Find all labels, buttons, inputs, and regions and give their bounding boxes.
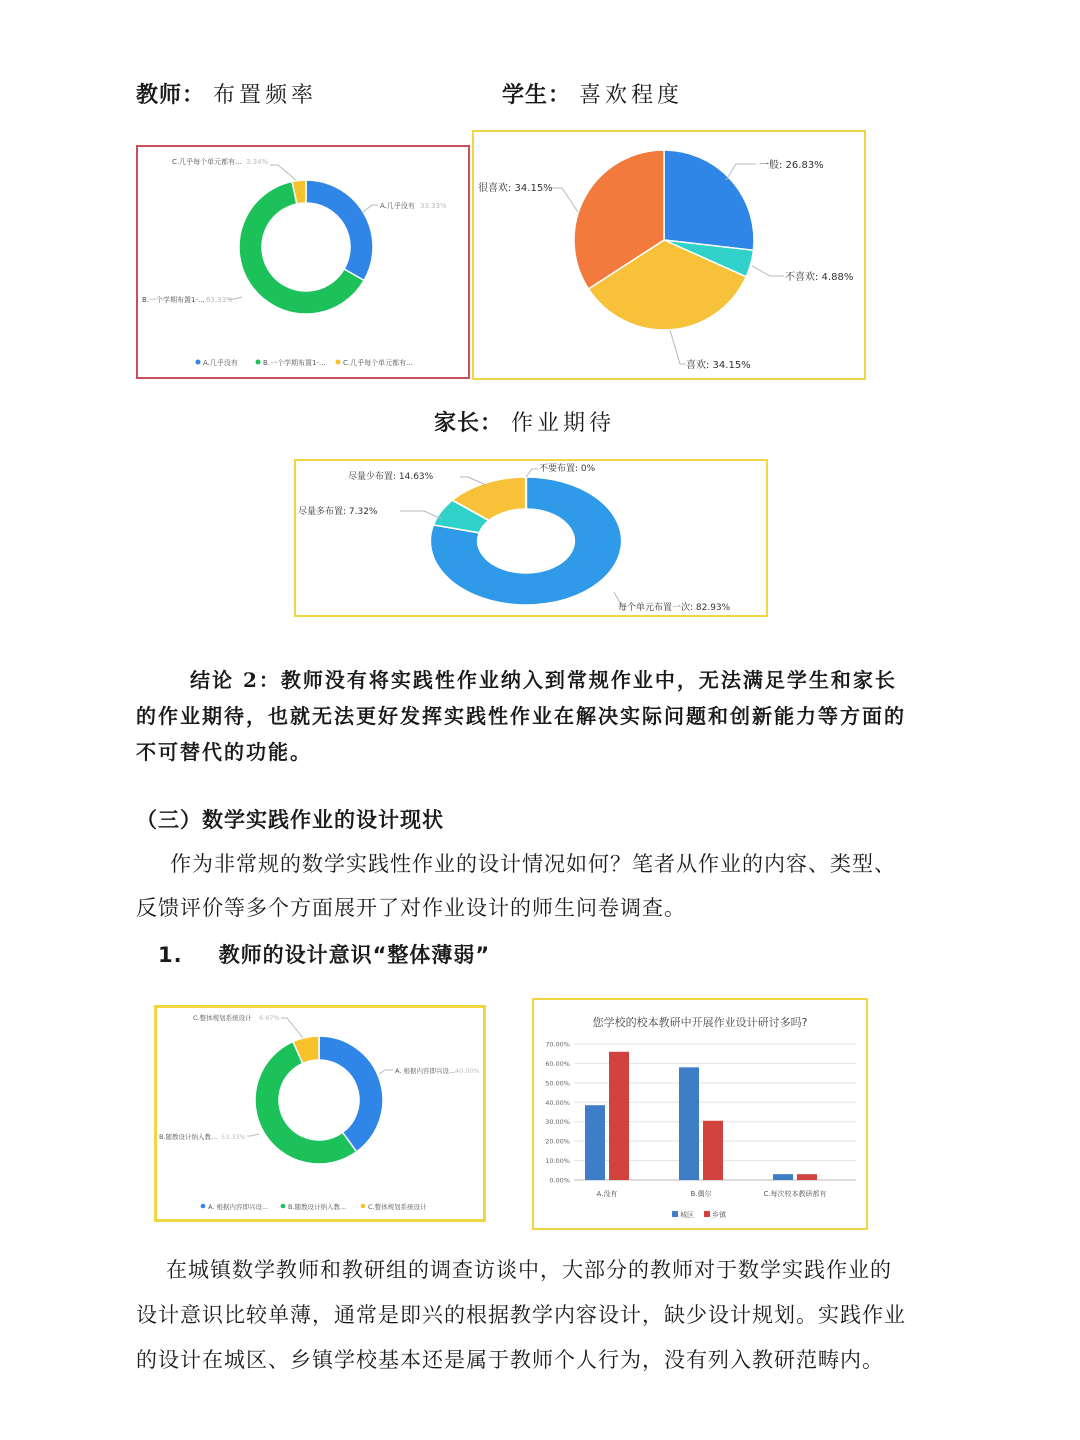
teacher-frequency-chart-panel: [136, 145, 470, 379]
conclusion-label: 结论 2：: [190, 668, 281, 692]
x-tick-label: B.偶尔: [690, 1190, 712, 1198]
callout-line-c: [281, 1018, 303, 1038]
final-line-1: 在城镇数学教师和教研组的调查访谈中，大部分的教师对于数学实践作业的: [166, 1258, 892, 1282]
school-research-bar-chart: [534, 1000, 866, 1228]
legend-label-1: 城区: [680, 1211, 694, 1219]
student-preference-slice-1: [664, 150, 754, 250]
paragraph-line-2: 反馈评价等多个方面展开了对作业设计的师生问卷调查。: [136, 896, 686, 920]
callout-pct-c: 6.67%: [259, 1014, 280, 1022]
legend-marker-1: [201, 1204, 206, 1209]
heading-sub: 作业期待: [511, 411, 616, 436]
heading-sub: 喜欢程度: [579, 83, 684, 108]
y-tick-label: 40.00%: [545, 1098, 570, 1107]
callout-label-b: B.随教设计纳入教...: [159, 1133, 218, 1141]
section-paragraph: [136, 846, 936, 926]
paragraph-line-1: 作为非常规的数学实践性作业的设计情况如何？笔者从作业的内容、类型、: [170, 852, 896, 876]
y-tick-label: 10.00%: [545, 1157, 570, 1166]
bar-urban-3: [773, 1174, 793, 1180]
teacher-chart-heading: [136, 78, 317, 109]
section-title: （三）数学实践作业的设计现状: [136, 808, 444, 832]
heading-sub: 布置频率: [213, 83, 318, 108]
conclusion-block: [136, 662, 936, 770]
parent-expectation-chart-panel: [294, 459, 768, 617]
legend-marker-2: [281, 1204, 286, 1209]
teacher-frequency-donut-chart: [138, 147, 468, 377]
school-research-chart-panel: [532, 998, 868, 1230]
legend-label-2: 乡镇: [712, 1211, 726, 1219]
heading-label: 学生：: [502, 82, 572, 108]
final-line-2: 设计意识比较单薄，通常是即兴的根据教学内容设计，缺少设计规划。实践作业: [136, 1303, 906, 1327]
legend-label-1: A.几乎没有: [203, 359, 238, 367]
callout-label-2: 尽量多布置: 7.32%: [298, 507, 378, 517]
callout-label-c: C.几乎每个单元都有...: [172, 158, 242, 166]
legend-label-3: C.几乎每个单元都有...: [343, 359, 413, 367]
bar-urban-2: [679, 1067, 699, 1180]
bar-rural-3: [797, 1174, 817, 1180]
callout-pct-a: 33.33%: [420, 202, 447, 210]
parent-chart-heading: [434, 406, 615, 437]
callout-line-3: [670, 330, 686, 364]
legend-label-1: A. 根据内容即兴设...: [208, 1203, 269, 1211]
callout-pct-c: 3.34%: [246, 158, 269, 166]
student-preference-pie-chart: [474, 132, 864, 378]
y-tick-label: 60.00%: [545, 1059, 570, 1068]
design-awareness-chart-panel: [154, 1005, 486, 1222]
callout-label-1: 一般: 26.83%: [759, 160, 824, 171]
callout-label-4: 不要布置: 0%: [539, 464, 596, 474]
legend-marker-3: [361, 1204, 366, 1209]
callout-line-4: [526, 469, 538, 477]
callout-label-c: C.整体规划系统设计: [193, 1014, 252, 1022]
bar-rural-2: [703, 1121, 723, 1180]
legend-marker-2: [704, 1211, 710, 1217]
bar-rural-1: [609, 1052, 629, 1180]
chart-title: 您学校的校本教研中开展作业设计研讨多吗?: [592, 1016, 808, 1029]
legend-label-2: B.一个学期布置1-...: [263, 359, 326, 367]
x-tick-label: A.没有: [596, 1190, 618, 1198]
teacher-frequency-slice-1: [306, 180, 373, 280]
bar-urban-1: [585, 1105, 605, 1180]
y-tick-label: 50.00%: [545, 1079, 570, 1088]
callout-line-4: [552, 188, 578, 212]
conclusion-text: 教师没有将实践性作业纳入到常规作业中，无法满足学生和家长: [280, 668, 897, 692]
student-chart-heading: [502, 78, 683, 109]
parent-donut-group: [430, 477, 622, 605]
callout-line-1: [726, 164, 756, 180]
callout-pct-b: 63.33%: [206, 296, 233, 304]
y-tick-label: 20.00%: [545, 1137, 570, 1146]
student-preference-chart-panel: [472, 130, 866, 380]
final-line-3: 的设计在城区、乡镇学校基本还是属于教师个人行为，没有列入教研范畴内。: [136, 1348, 884, 1372]
callout-pct-a: 40.00%: [455, 1067, 480, 1075]
y-tick-label: 0.00%: [549, 1176, 570, 1185]
callout-label-1: 每个单元布置一次: 82.93%: [618, 603, 731, 613]
callout-label-a: A.几乎没有: [380, 202, 415, 210]
callout-label-3: 喜欢: 34.15%: [686, 360, 751, 371]
callout-line-b: [247, 1134, 259, 1136]
final-paragraph: [136, 1248, 936, 1383]
parent-expectation-donut-chart: [296, 461, 766, 615]
callout-line-c: [270, 165, 296, 180]
callout-label-a: A. 根据内容即兴设...: [395, 1067, 456, 1075]
callout-line-2: [752, 266, 784, 276]
subsection-number: 1.: [158, 943, 183, 967]
callout-label-3: 尽量少布置: 14.63%: [348, 472, 434, 482]
legend-marker-1: [672, 1211, 678, 1217]
callout-label-2: 不喜欢: 4.88%: [785, 272, 854, 283]
heading-label: 教师：: [136, 82, 206, 108]
heading-label: 家长：: [434, 410, 504, 436]
legend-label-2: B.随教设计纳入教...: [288, 1203, 347, 1211]
legend-marker-2: [256, 360, 261, 365]
callout-label-b: B.一个学期布置1-...: [142, 296, 205, 304]
legend-label-3: C.整体规划系统设计: [368, 1203, 427, 1211]
callout-line-a: [362, 205, 378, 213]
conclusion-line-2: 的作业期待，也就无法更好发挥实践性作业在解决实际问题和创新能力等方面的: [136, 704, 906, 728]
callout-line-3: [460, 477, 486, 485]
legend-marker-1: [196, 360, 201, 365]
conclusion-line-1: [136, 662, 936, 698]
callout-pct-b: 53.33%: [221, 1133, 246, 1141]
y-tick-label: 70.00%: [545, 1040, 570, 1049]
callout-line-a: [379, 1070, 393, 1074]
x-tick-label: C.每次校本教研都有: [763, 1190, 827, 1198]
callout-label-4: 很喜欢: 34.15%: [478, 183, 553, 194]
y-tick-label: 30.00%: [545, 1118, 570, 1127]
subsection-heading: [158, 937, 490, 973]
legend-marker-3: [336, 360, 341, 365]
design-awareness-slice-1: [319, 1036, 383, 1152]
design-awareness-donut-chart: [157, 1008, 483, 1219]
conclusion-line-3: 不可替代的功能。: [136, 740, 312, 764]
subsection-title: 教师的设计意识“整体薄弱”: [218, 943, 491, 967]
